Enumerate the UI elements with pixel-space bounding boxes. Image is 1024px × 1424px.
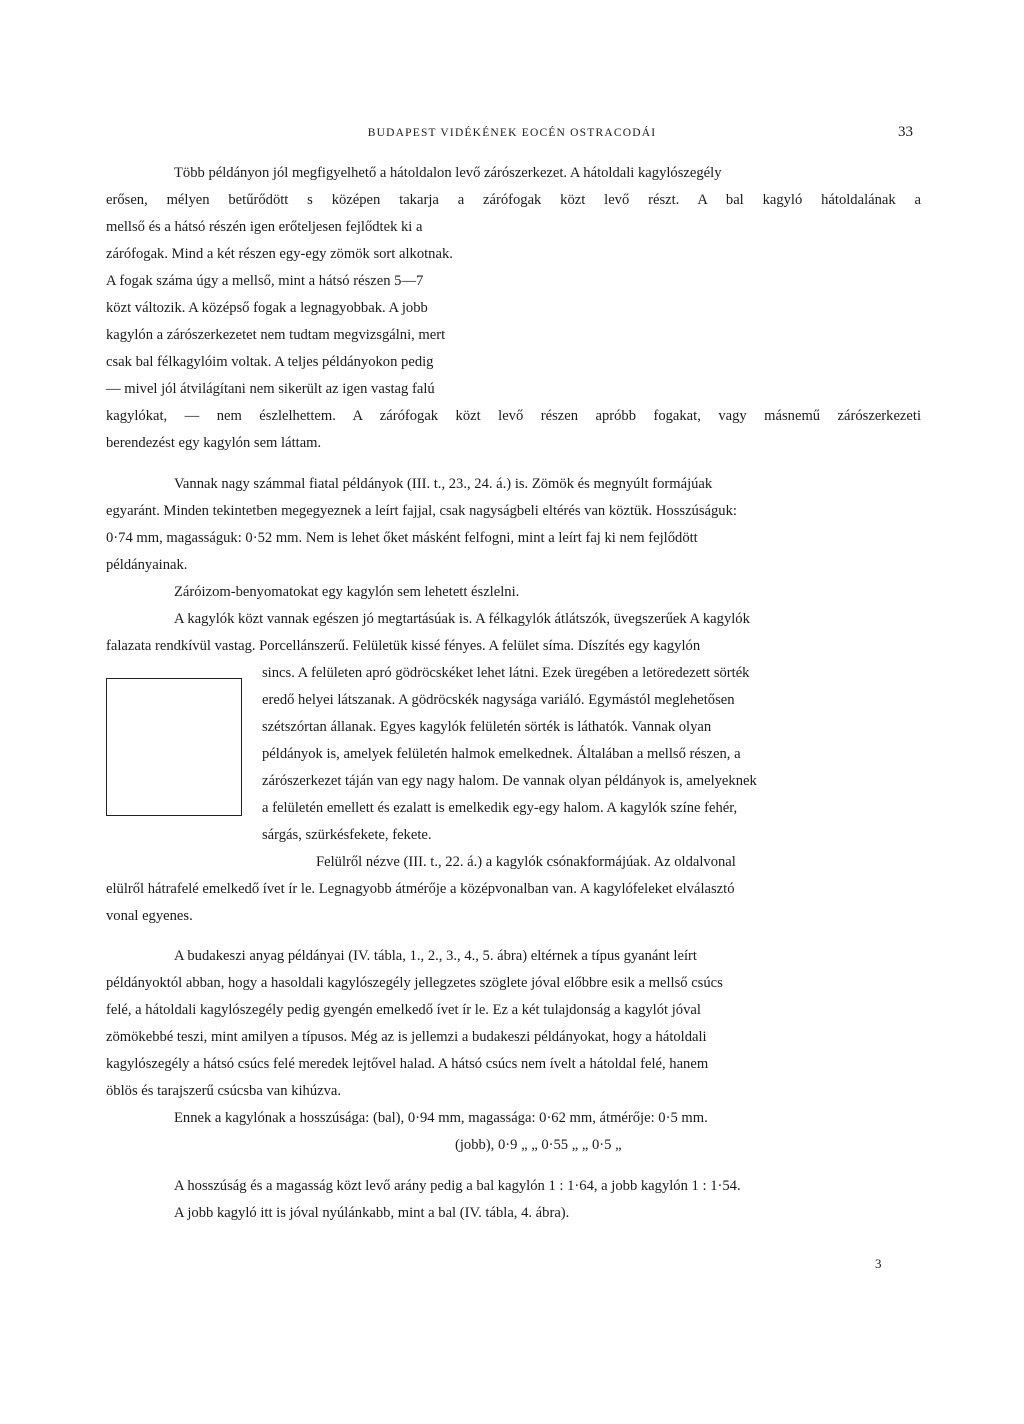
signature-mark: 3	[875, 1256, 882, 1271]
text-line: eredő helyei látszanak. A gödröcskék nagysága variáló. Egymástól meglehetősen	[262, 692, 735, 708]
text-line: A kagylók közt vannak egészen jó megtartásúak is. A félkagylók átlátszók, üvegszerűek A kagylók	[174, 611, 750, 627]
text-line: Záróizom-benyomatokat egy kagylón sem lehetett észlelni.	[174, 584, 520, 600]
running-header: BUDAPEST VIDÉKÉNEK EOCÉN OSTRACODÁI	[367, 127, 657, 139]
text-line: példányok is, amelyek felületén halmok emelkednek. Általában a mellső részen, a	[262, 746, 741, 762]
text-line: (jobb), 0·9 „ „ 0·55 „ „ 0·5 „	[455, 1137, 622, 1153]
text-line: kagylószegély a hátsó csúcs felé meredek lejtővel halad. A hátsó csúcs nem ívelt a hátoldal felé, hanem	[106, 1056, 709, 1072]
page-number: 33	[898, 124, 913, 140]
text-line: falazata rendkívül vastag. Porcellánszerű. Felületük kissé fényes. A felület síma. Díszítés egy kagylón	[106, 638, 701, 654]
text-line: egyaránt. Minden tekintetben megegyeznek a leírt fajjal, csak nagyságbeli eltérés van köztük. Hosszúságuk:	[106, 503, 737, 519]
text-line: szétszórtan állanak. Egyes kagylók felületén sörték is láthatók. Vannak olyan	[262, 719, 712, 735]
text-line: sárgás, szürkésfekete, fekete.	[262, 827, 432, 843]
text-line: mellső és a hátsó részén igen erőteljesen fejlődtek ki a	[106, 219, 423, 235]
text-line: — mivel jól átvilágítani nem sikerült az igen vastag falú	[106, 381, 435, 397]
text-line: Vannak nagy számmal fiatal példányok (III. t., 23., 24. á.) is. Zömök és megnyúlt formájúak	[174, 476, 713, 492]
text-line: kagylókat, — nem észlelhettem. A zárófogak közt levő részen apróbb fogakat, vagy másnemű zárószerkezeti	[106, 408, 921, 424]
text-line: zárófogak. Mind a két részen egy-egy zömök sort alkotnak.	[106, 246, 453, 262]
text-line: A hosszúság és a magasság közt levő arány pedig a bal kagylón 1 : 1·64, a jobb kagylón 1 : 1·54.	[174, 1178, 741, 1194]
text-line: példányoktól abban, hogy a hasoldali kagylószegély jellegzetes szöglete jóval előbbre esik a mellső csúcs	[106, 975, 723, 991]
text-line: 0·74 mm, magasságuk: 0·52 mm. Nem is lehet őket másként felfogni, mint a leírt faj ki nem fejlődött	[106, 530, 698, 546]
text-line: zömökebbé teszi, mint amilyen a típusos. Még az is jellemzi a budakeszi példányokat, hogy a hátoldali	[106, 1029, 707, 1045]
text-line: öblös és tarajszerű csúcsba van kihúzva.	[106, 1083, 342, 1099]
text-line: a felületén emellett és ezalatt is emelkedik egy-egy halom. A kagylók színe fehér,	[262, 800, 738, 816]
text-line: Több példányon jól megfigyelhető a hátoldalon levő zárószerkezet. A hátoldali kagylószegély	[174, 165, 722, 181]
text-line: csak bal félkagylóim voltak. A teljes példányokon pedig	[106, 354, 434, 370]
text-line: felé, a hátoldali kagylószegély pedig gyengén emelkedő ívet ír le. Ez a két tulajdonság a kagylót jóval	[106, 1002, 701, 1018]
text-line: A budakeszi anyag példányai (IV. tábla, 1., 2., 3., 4., 5. ábra) eltérnek a típus gyanánt leírt	[174, 948, 697, 964]
text-line: közt változik. A középső fogak a legnagyobbak. A jobb	[106, 300, 428, 316]
text-line: példányainak.	[106, 557, 188, 573]
text-line: vonal egyenes.	[106, 908, 193, 924]
text-line: zárószerkezet táján van egy nagy halom. De vannak olyan példányok is, amelyeknek	[262, 773, 757, 789]
text-line: A jobb kagyló itt is jóval nyúlánkabb, mint a bal (IV. tábla, 4. ábra).	[174, 1205, 570, 1221]
text-line: Ennek a kagylónak a hosszúsága: (bal), 0·94 mm, magassága: 0·62 mm, átmérője: 0·5 mm.	[174, 1110, 708, 1126]
text-line: elülről hátrafelé emelkedő ívet ír le. Legnagyobb átmérője a középvonalban van. A kagylófeleket elválasztó	[106, 881, 735, 897]
text-line: Felülről nézve (III. t., 22. á.) a kagylók csónakformájúak. Az oldalvonal	[316, 854, 736, 870]
text-line: A fogak száma úgy a mellső, mint a hátsó részen 5—7	[106, 273, 424, 289]
text-line: sincs. A felületen apró gödröcskéket lehet látni. Ezek üregében a letöredezett sörték	[262, 665, 750, 681]
text-line: erősen, mélyen betűrődött s középen takarja a zárófogak közt levő részt. A bal kagyló hátoldalának a	[106, 192, 921, 208]
text-line: berendezést egy kagylón sem láttam.	[106, 435, 322, 451]
figure-placeholder-box	[106, 678, 242, 816]
text-line: kagylón a zárószerkezetet nem tudtam megvizsgálni, mert	[106, 327, 446, 343]
